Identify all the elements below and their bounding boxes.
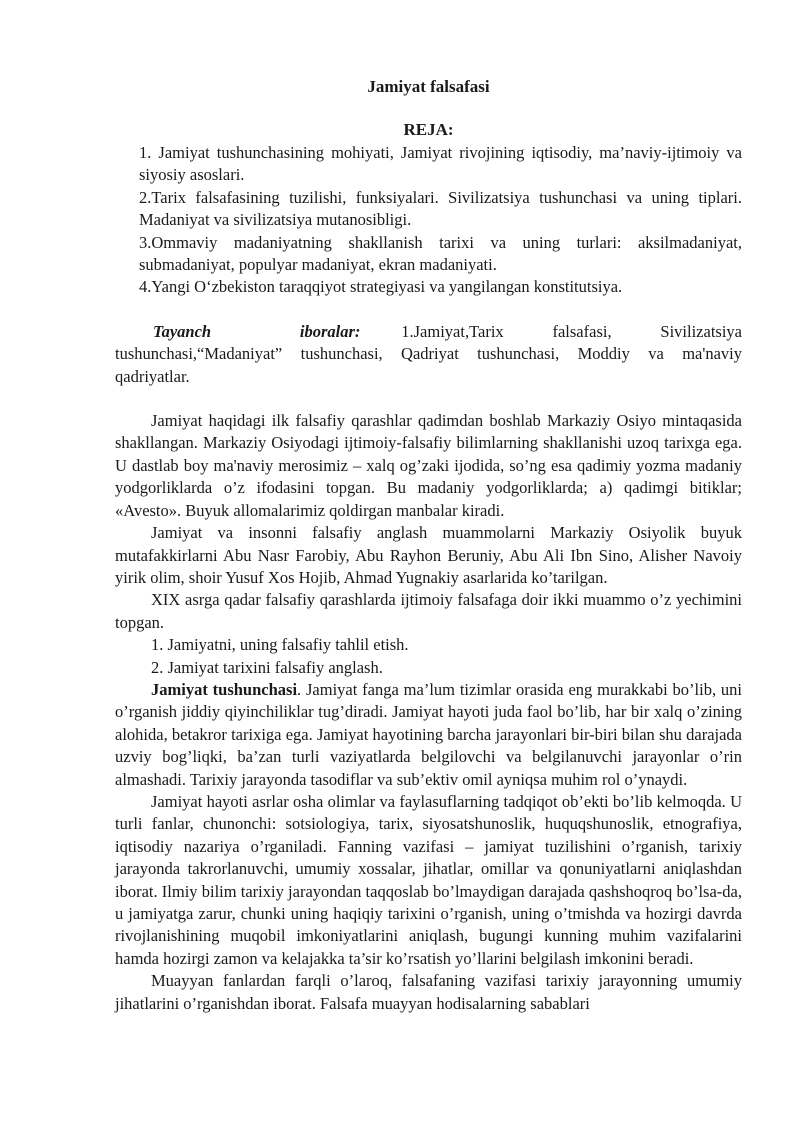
list-item: 2. Jamiyat tarixini falsafiy anglash. xyxy=(151,657,383,677)
plan-item: 1. Jamiyat tushunchasining mohiyati, Jamiyat rivojining iqtisodiy, ma’naviy-ijtimoiy va siyosiy asoslari. xyxy=(139,143,742,185)
concept-paragraph xyxy=(115,679,742,791)
plan-list xyxy=(139,142,742,299)
body-paragraph: Jamiyat hayoti asrlar osha olimlar va faylasuflarning tadqiqot ob’ekti bo’lib kelmoqda. U turli fanlar, chunonchi: sotsiologiya, tarix, siyosatshunoslik, huquqshunoslik, etnografiya, iqtisodiy nazariya o’rganiladi. Fanning vazifasi – jamiyat tuzilishini o’rganish, tarixiy jarayonda takrorlanuvchi, umumiy xossalar, jihatlar, omillar va qonuniyatlarni aniqlashdan iborat. Ilmiy bilim tarixiy jarayondan taqqoslab bo’lmaydigan darajada qashshoqroq bo’lsa-da, u jamiyatga zarur, chunki uning haqiqiy tarixini o’rganish, uning o’tmishda va hozirgi davrda rivojlanishining muqobil imkoniyatlarini aniqlash, bugungi kunning muhim vazifalarini hamda hozirgi zamon va kelajakka ta’sir ko’rsatish yo’llarini belgilash imkonini beradi. xyxy=(115,791,742,968)
list-item: 1. Jamiyatni, uning falsafiy tahlil etish. xyxy=(151,635,409,655)
document-title: Jamiyat falsafasi xyxy=(367,77,490,96)
plan-item: 2.Tarix falsafasining tuzilishi, funksiyalari. Sivilizatsiya tushunchasi va uning tiplari. Madaniyat va sivilizatsiya mutanosibligi. xyxy=(139,187,742,230)
plan-item: 4.Yangi O‘zbekiston taraqqiyot strategiyasi va yangilangan konstitutsiya. xyxy=(139,277,623,297)
key-terms-label: Tayanch iboralar: xyxy=(153,321,361,341)
document-page xyxy=(115,74,742,1015)
key-terms-text: 1.Jamiyat,Tarix falsafasi, Sivilizatsiya tushunchasi,“Madaniyat” tushunchasi, Qadriyat tushunchasi, Moddiy va ma'naviy qadriyatlar. xyxy=(115,321,742,386)
concept-text: . Jamiyat fanga ma’lum tizimlar orasida eng murakkabi bo’lib, uni o’rganish jiddiy qiyinchiliklar tug’diradi. Jamiyat hayoti juda faol bo’lib, har bir xalq o’zining alohida, betakror tarixiga ega. Jamiyat hayotining barcha jarayonlari bir-biri bilan shu darajada uzviy bog’liqki, ba’zan turli vaziyatlarda belgilovchi va belgilanuvchi jarayonlar o’rin almashadi. Tarixiy jarayonda tasodiflar va sub’ektiv omil ayniqsa muhim rol o’ynaydi. xyxy=(115,679,743,789)
concept-term: Jamiyat tushunchasi xyxy=(151,679,298,699)
document-body xyxy=(115,410,742,1015)
body-paragraph: Jamiyat haqidagi ilk falsafiy qarashlar qadimdan boshlab Markaziy Osiyo mintaqasida shakllangan. Markaziy Osiyodagi ijtimoiy-falsafiy bilimlarning shakllanishi uzoq tarixga ega. U dastlab boy ma'naviy merosimiz – xalq og’zaki ijodida, so’ng esa qadimiy yozma madaniy yodgorliklarda o’z ifodasini topgan. Bu madaniy yodgorliklarda; a) qadimgi bitiklar; «Avesto». Buyuk allomalarimiz qoldirgan manbalar kiradi. xyxy=(115,411,742,520)
plan-item: 3.Ommaviy madaniyatning shakllanish tarixi va uning turlari: aksilmadaniyat, submadaniyat, populyar madaniyat, ekran madaniyati. xyxy=(139,232,742,275)
plan-heading: REJA: xyxy=(403,120,454,139)
body-paragraph: Muayyan fanlardan farqli o’laroq, falsafaning vazifasi tarixiy jarayonning umumiy jihatlarini o’rganishdan iborat. Falsafa muayyan hodisalarning sabablari xyxy=(115,971,742,1013)
body-paragraph: Jamiyat va insonni falsafiy anglash muammolarni Markaziy Osiyolik buyuk mutafakkirlarni Abu Nasr Farobiy, Abu Rayhon Beruniy, Abu Ali Ibn Sino, Alisher Navoiy yirik olim, shoir Yusuf Xos Hojib, Ahmad Yugnakiy asarlarida ko’tarilgan. xyxy=(115,523,742,587)
key-terms xyxy=(115,321,742,388)
body-paragraph: XIX asrga qadar falsafiy qarashlarda ijtimoiy falsafaga doir ikki muammo o’z yechimini topgan. xyxy=(115,590,742,632)
